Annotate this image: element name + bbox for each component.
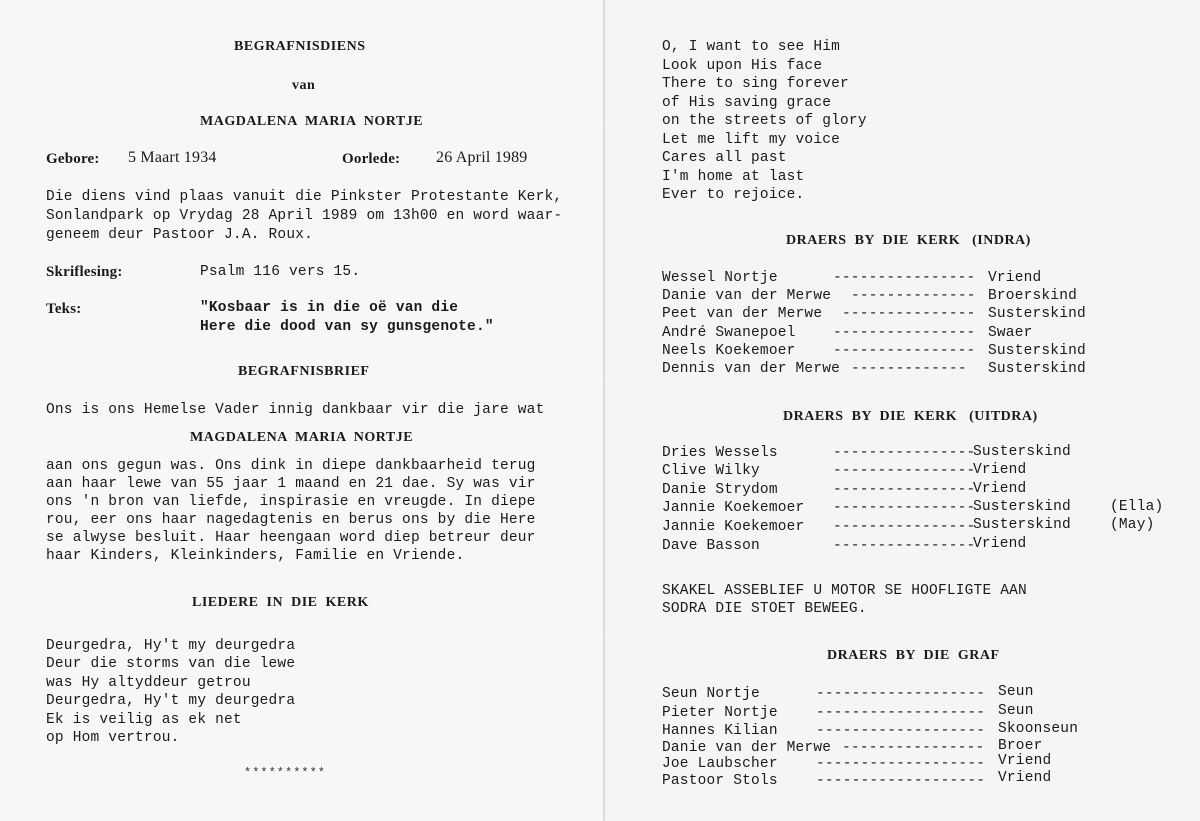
bearers-in-title: DRAERS BY DIE KERK (INDRA): [786, 233, 1031, 248]
bearer-name: Dennis van der Merwe: [662, 361, 841, 377]
service-line: Die diens vind plaas vanuit die Pinkster Protestante Kerk,: [46, 189, 563, 205]
bearer-dash: ----------------: [833, 343, 976, 359]
bearer-relation: Vriend: [998, 770, 1052, 786]
bearer-name: Danie van der Merwe: [662, 740, 832, 756]
song-line: Ek is veilig as ek net: [46, 712, 242, 728]
letter-line: rou, eer ons haar nagedagtenis en berus ons by die Here: [46, 512, 536, 528]
notice-line: SODRA DIE STOET BEWEEG.: [662, 601, 867, 617]
song-line: Ever to rejoice.: [662, 187, 805, 203]
bearer-relation: Susterskind: [973, 499, 1071, 515]
bearer-relation: Broer: [998, 738, 1043, 754]
song-line: I'm home at last: [662, 169, 805, 185]
bearer-relation: Susterskind: [988, 306, 1086, 322]
songs-title: LIEDERE IN DIE KERK: [192, 595, 369, 610]
song-line: was Hy altyddeur getrou: [46, 675, 251, 691]
bearer-name: Pieter Nortje: [662, 705, 778, 721]
bearer-dash: -------------------: [816, 756, 986, 772]
song-line: There to sing forever: [662, 76, 849, 92]
bearer-dash: ----------------: [833, 500, 976, 516]
bearer-relation: Seun: [998, 684, 1034, 700]
bearer-dash: ----------------: [833, 538, 976, 554]
song-line: Look upon His face: [662, 58, 823, 74]
letter-title: BEGRAFNISBRIEF: [238, 364, 370, 379]
bearer-dash: ----------------: [833, 482, 976, 498]
song-line: Deurgedra, Hy't my deurgedra: [46, 693, 296, 709]
bearer-relation: Vriend: [988, 270, 1042, 286]
reading-label: Skriflesing:: [46, 264, 123, 280]
bearer-relation: Vriend: [973, 462, 1027, 478]
bearer-name: André Swanepoel: [662, 325, 796, 341]
letter-line: aan haar lewe van 55 jaar 1 maand en 21 dae. Sy was vir: [46, 476, 536, 492]
bearer-dash: ----------------: [833, 463, 976, 479]
bearer-name: Danie Strydom: [662, 482, 778, 498]
letter-intro: Ons is ons Hemelse Vader innig dankbaar vir die jare wat: [46, 402, 545, 418]
letter-line: aan ons gegun was. Ons dink in diepe dankbaarheid terug: [46, 458, 536, 474]
born-label: Gebore:: [46, 151, 100, 167]
bearer-relation: Vriend: [973, 536, 1027, 552]
died-value: 26 April 1989: [436, 149, 528, 166]
bearer-name: Peet van der Merwe: [662, 306, 823, 322]
bearers-out-title: DRAERS BY DIE KERK (UITDRA): [783, 409, 1038, 424]
deceased-name: MAGDALENA MARIA NORTJE: [200, 114, 424, 129]
bearer-relation: Swaer: [988, 325, 1033, 341]
bearer-name: Danie van der Merwe: [662, 288, 832, 304]
bearer-dash: ----------------: [842, 740, 985, 756]
letter-name: MAGDALENA MARIA NORTJE: [190, 430, 414, 445]
song-line: on the streets of glory: [662, 113, 867, 129]
text-label: Teks:: [46, 301, 82, 317]
bearer-relation: Vriend: [973, 481, 1027, 497]
bearer-name: Hannes Kilian: [662, 723, 778, 739]
text-line: "Kosbaar is in die oë van die: [200, 300, 459, 316]
bearer-note: (Ella): [1110, 499, 1164, 515]
song-line: Deurgedra, Hy't my deurgedra: [46, 638, 296, 654]
bearer-relation: Skoonseun: [998, 721, 1079, 737]
song-line: Cares all past: [662, 150, 787, 166]
bearer-name: Dave Basson: [662, 538, 760, 554]
bearers-grave-title: DRAERS BY DIE GRAF: [827, 648, 1000, 663]
bearer-name: Seun Nortje: [662, 686, 760, 702]
bearer-dash: --------------: [851, 288, 976, 304]
bearer-dash: ----------------: [833, 325, 976, 341]
bearer-relation: Broerskind: [988, 288, 1078, 304]
letter-line: ons 'n bron van liefde, inspirasie en vreugde. In diepe: [46, 494, 536, 510]
bearer-dash: -------------------: [816, 773, 986, 789]
bearer-dash: ---------------: [842, 306, 976, 322]
bearer-name: Dries Wessels: [662, 445, 778, 461]
letter-line: se alwyse besluit. Haar heengaan word diep betreur deur: [46, 530, 536, 546]
notice-line: SKAKEL ASSEBLIEF U MOTOR SE HOOFLIGTE AAN: [662, 583, 1027, 599]
born-value: 5 Maart 1934: [128, 149, 217, 166]
reading-value: Psalm 116 vers 15.: [200, 264, 361, 280]
bearer-relation: Susterskind: [973, 444, 1071, 460]
bearer-relation: Susterskind: [973, 517, 1071, 533]
text-line: Here die dood van sy gunsgenote.": [200, 319, 494, 335]
bearer-note: (May): [1110, 517, 1155, 533]
song-line: Let me lift my voice: [662, 132, 841, 148]
bearer-name: Jannie Koekemoer: [662, 500, 805, 516]
van-label: van: [292, 78, 316, 93]
bearer-dash: ----------------: [833, 445, 976, 461]
service-line: geneem deur Pastoor J.A. Roux.: [46, 227, 314, 243]
letter-line: haar Kinders, Kleinkinders, Familie en Vriende.: [46, 548, 465, 564]
bearer-relation: Seun: [998, 703, 1034, 719]
died-label: Oorlede:: [342, 151, 401, 167]
song-line: Deur die storms van die lewe: [46, 656, 296, 672]
bearer-relation: Susterskind: [988, 343, 1086, 359]
bearer-dash: ----------------: [833, 519, 976, 535]
bearer-dash: -------------: [851, 361, 967, 377]
bearer-dash: ----------------: [833, 270, 976, 286]
bearer-name: Jannie Koekemoer: [662, 519, 805, 535]
song-line: op Hom vertrou.: [46, 730, 180, 746]
bearer-dash: -------------------: [816, 705, 986, 721]
service-line: Sonlandpark op Vrydag 28 April 1989 om 13h00 en word waar-: [46, 208, 563, 224]
bearer-relation: Vriend: [998, 753, 1052, 769]
bearer-relation: Susterskind: [988, 361, 1086, 377]
song-line: of His saving grace: [662, 95, 832, 111]
bearer-name: Pastoor Stols: [662, 773, 778, 789]
bearer-name: Wessel Nortje: [662, 270, 778, 286]
bearer-name: Clive Wilky: [662, 463, 760, 479]
bearer-name: Neels Koekemoer: [662, 343, 796, 359]
song-line: O, I want to see Him: [662, 39, 841, 55]
program-title: BEGRAFNISDIENS: [234, 39, 366, 54]
divider-stars: **********: [244, 766, 327, 780]
right-page: [605, 0, 1200, 821]
bearer-name: Joe Laubscher: [662, 756, 778, 772]
bearer-dash: -------------------: [816, 723, 986, 739]
bearer-dash: -------------------: [816, 686, 986, 702]
